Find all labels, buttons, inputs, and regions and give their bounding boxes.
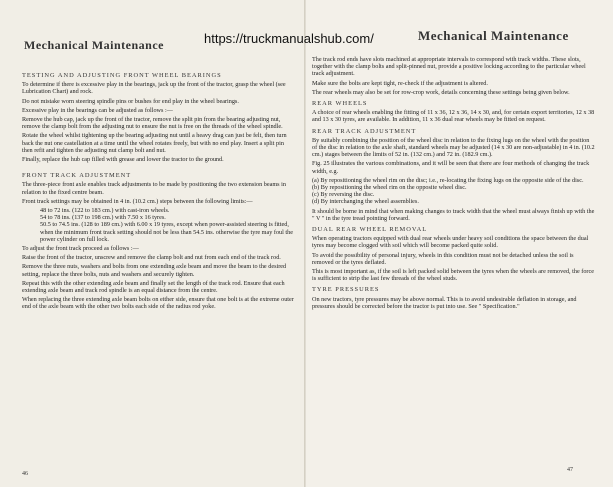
- watermark-url: https://truckmanualshub.com/: [204, 31, 374, 46]
- list-item: (a) By repositioning the wheel rim on the disc; i.e., re-locating the fixing lugs on the opposite side of the disc.: [312, 176, 584, 184]
- paragraph: Finally, replace the hub cap filled with grease and lower the tractor to the ground.: [22, 156, 224, 164]
- list-item: (c) By reversing the disc.: [312, 191, 375, 199]
- section-heading: FRONT TRACK ADJUSTMENT: [22, 172, 132, 180]
- paragraph: To adjust the front track proceed as follows :—: [22, 245, 139, 253]
- paragraph: When operating tractors equipped with dual rear wheels under heavy soil conditions the space between the dual tyres may become clogged with soil which will become packed quite solid.: [312, 235, 589, 250]
- section-heading: DUAL REAR WHEEL REMOVAL: [312, 226, 428, 234]
- paragraph: Front track settings may be obtained in 4 in. (10.2 cm.) steps between the following limits:—: [22, 197, 253, 205]
- left-page: [0, 0, 306, 487]
- paragraph: The three-piece front axle enables track adjustments to be made by positioning the two extension beams in relation to the fixed centre beam.: [22, 181, 286, 196]
- paragraph: It should be borne in mind that when making changes to track width that the wheel must always finish up with the " V " in the tyre tread pointing forward.: [312, 207, 595, 222]
- paragraph: The track rod ends have slots machined at appropriate intervals to correspond with track widths. These slots, together with the clamp bolts and split-pinned nut, provide a positive locking according to the particular wheel track adjustment.: [312, 56, 586, 78]
- paragraph: Rotate the wheel whilst tightening up the bearing adjusting nut until a heavy drag can just be felt, then turn back the nut one castellation at a time until the wheel rotates freely, but with no end play. Insert a split pin then refit and tighten the adjusting nut clamp bolt and nut.: [22, 132, 287, 154]
- paragraph: Repeat this with the other extending axle beam and finally set the length of the track rod. Ensure that each extending axle beam and track rod spindle is an equal distance from the centre.: [22, 279, 285, 295]
- page-number: 47: [567, 467, 573, 473]
- track-methods-list: [312, 177, 596, 206]
- paragraph: Make sure the bolts are kept tight, re-check if the adjustment is altered.: [312, 79, 488, 87]
- paragraph: On new tractors, tyre pressures may be above normal. This is to avoid undesirable deflation in storage, and pressures should be corrected before the tractor is put into use. See " Specification.": [312, 295, 577, 310]
- section-heading: TYRE PRESSURES: [312, 286, 380, 294]
- section-heading: REAR WHEELS: [312, 100, 368, 108]
- list-item: (b) By repositioning the wheel rim on the opposite wheel disc.: [312, 184, 467, 192]
- paragraph: By suitably combining the position of the wheel disc in relation to the fixing lugs on the wheel with the position of the disc in relation to the axle shaft, standard wheels may be adjusted (14 x 30 are non-adjustable) in 4 in. (10.2 cm.) stages between the limits of 52 in. (132 cm.) and 72 in. (182.9 cm.).: [312, 136, 595, 159]
- paragraph: To avoid the possibility of personal injury, wheels in this condition must not be detached unless the soil is removed or the tyres deflated.: [312, 251, 574, 266]
- paragraph: A choice of rear wheels enabling the fitting of 11 x 36, 12 x 36, 14 x 30, and, for certain export territories, 12 x 38 and 13 x 30 tyres, are available. In addition, 11 x 36 dual rear wheels may be fitted on request.: [312, 109, 595, 124]
- right-page: [306, 0, 613, 487]
- list-item: 48 to 72 ins. (122 to 183 cm.) with cast-iron wheels.: [40, 207, 170, 215]
- page-header: Mechanical Maintenance: [24, 38, 164, 52]
- section-heading: REAR TRACK ADJUSTMENT: [312, 127, 417, 135]
- list-item: 50.5 to 74.5 ins. (128 to 189 cm.) with 6.00 x 19 tyres, except when power-assisted steering is fitted, when the minimum front track setting should not be less than 54.5 ins. otherwise the tyre may foul the power cylinder on full lock.: [40, 221, 293, 243]
- paragraph: Remove the three nuts, washers and bolts from one extending axle beam and move the beam to the desired setting, replace the three bolts, nuts and washers and securely tighten.: [22, 263, 287, 278]
- paragraph: This is most important as, if the soil is left packed solid between the tyres when the wheels are removed, the force is sufficient to strip the last few threads of the wheel studs.: [312, 268, 594, 283]
- paragraph: Do not mistake worn steering spindle pins or bushes for end play in the wheel bearings.: [22, 97, 239, 105]
- list-item: (d) By interchanging the wheel assemblies.: [312, 198, 419, 206]
- page-number: 46: [22, 471, 28, 477]
- paragraph: The rear wheels may also be set for row-crop work, details concerning these settings being given below.: [312, 88, 570, 96]
- paragraph: Fig. 25 illustrates the various combinations, and it will be seen that there are four methods of changing the track width, e.g.: [312, 160, 590, 175]
- paragraph: Remove the hub cap, jack up the front of the tractor, remove the split pin from the bearing adjusting nut, remove the clamp bolt from the adjusting nut to ensure the nut is free on the threads of the wheel spindle.: [22, 116, 283, 131]
- right-page-body: [312, 56, 596, 312]
- page-header: Mechanical Maintenance: [418, 28, 569, 43]
- list-item: 54 to 78 ins. (137 to 198 cm.) with 7.50 x 16 tyres.: [40, 214, 166, 222]
- paragraph: Excessive play in the bearings can be adjusted as follows :—: [22, 106, 173, 114]
- paragraph: When replacing the three extending axle beam bolts on either side, ensure that one bolt is at the extreme outer end of the axle beam with the other two bolts each side of the radius rod yoke.: [22, 296, 294, 311]
- paragraph: Raise the front of the tractor, unscrew and remove the clamp bolt and nut from each end of the track rod.: [22, 254, 281, 262]
- track-limits-list: [40, 207, 294, 243]
- left-page-body: [22, 68, 294, 313]
- paragraph: To determine if there is excessive play in the bearings, jack up the front of the tractor, grasp the wheel (see Lubrication Chart) and rock.: [22, 81, 286, 96]
- section-heading: TESTING AND ADJUSTING FRONT WHEEL BEARINGS: [22, 72, 222, 79]
